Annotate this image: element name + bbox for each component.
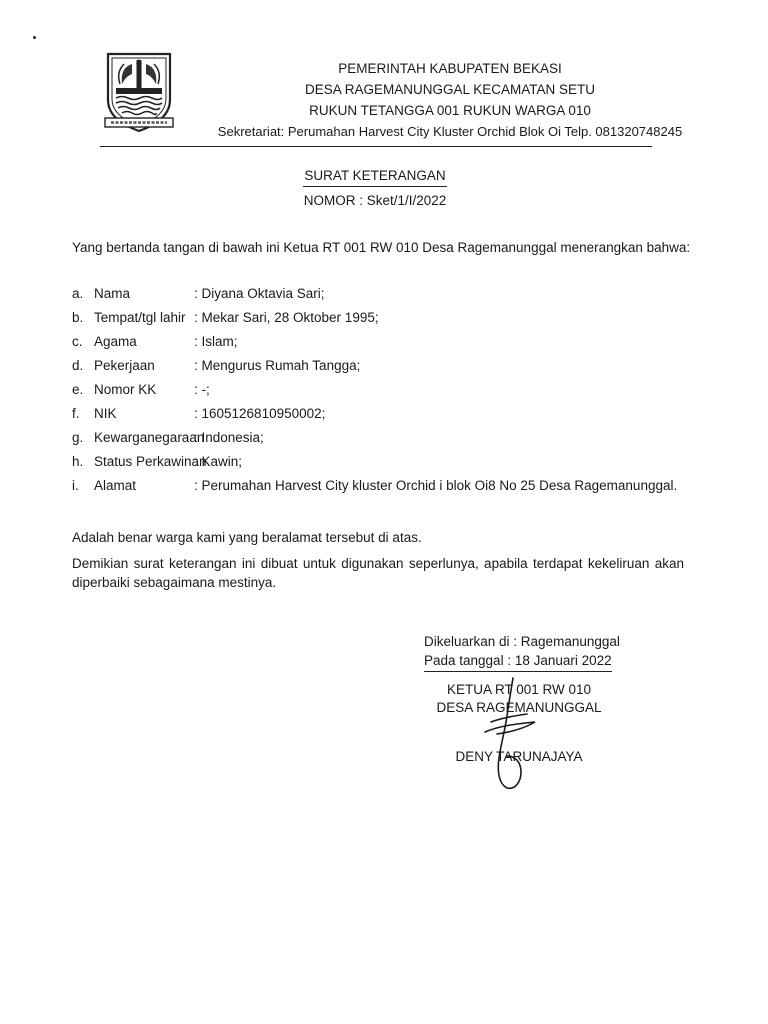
field-letter: f. bbox=[72, 406, 80, 421]
field-label: NIK bbox=[94, 406, 117, 421]
field-letter: d. bbox=[72, 358, 84, 373]
field-letter: h. bbox=[72, 454, 84, 469]
field-letter: b. bbox=[72, 310, 84, 325]
document-heading: SURAT KETERANGAN bbox=[303, 166, 446, 187]
field-value: : Kawin; bbox=[194, 454, 243, 469]
field-label: Nomor KK bbox=[94, 382, 157, 397]
bekasi-regency-emblem-icon bbox=[102, 50, 176, 134]
letterhead bbox=[200, 58, 700, 142]
field-value: : Diyana Oktavia Sari; bbox=[194, 286, 325, 301]
field-value: : 1605126810950002; bbox=[194, 406, 326, 421]
letterhead-line-2: DESA RAGEMANUNGGAL KECAMATAN SETU bbox=[304, 82, 596, 97]
field-label: Tempat/tgl lahir bbox=[94, 310, 186, 325]
field-value: : Mekar Sari, 28 Oktober 1995; bbox=[194, 310, 379, 325]
signatory-position-line-1: KETUA RT 001 RW 010 bbox=[446, 682, 592, 697]
issue-place: Dikeluarkan di : Ragemanunggal bbox=[424, 634, 620, 649]
letterhead-line-3: RUKUN TETANGGA 001 RUKUN WARGA 010 bbox=[309, 103, 591, 118]
signatory-name: DENY TARUNAJAYA bbox=[455, 749, 583, 764]
field-label: Alamat bbox=[94, 478, 137, 493]
closing-statement: Demikian surat keterangan ini dibuat untuk digunakan seperlunya, apabila terdapat kekeliruan akan diperbaiki sebagaimana mestinya. bbox=[72, 556, 684, 590]
field-letter: i. bbox=[72, 478, 79, 493]
field-value: : Mengurus Rumah Tangga; bbox=[194, 358, 361, 373]
issue-details bbox=[424, 632, 620, 672]
field-label: Agama bbox=[94, 334, 137, 349]
handwritten-signature bbox=[455, 672, 565, 802]
signatory-position-line-2: DESA RAGEMANUNGGAL bbox=[436, 700, 602, 715]
letterhead-secretariat: Sekretariat: Perumahan Harvest City Kluster Orchid Blok Oi Telp. 081320748245 bbox=[217, 124, 683, 139]
field-value: : Indonesia; bbox=[194, 430, 264, 445]
field-label: Nama bbox=[94, 286, 131, 301]
field-letter: c. bbox=[72, 334, 83, 349]
field-label: Status Perkawinan bbox=[94, 454, 207, 469]
field-letter: a. bbox=[72, 286, 84, 301]
field-label: Kewarganegaraan bbox=[94, 430, 205, 445]
field-value: : -; bbox=[194, 382, 210, 397]
residency-statement: Adalah benar warga kami yang beralamat tersebut di atas. bbox=[72, 530, 422, 545]
letterhead-line-1: PEMERINTAH KABUPATEN BEKASI bbox=[338, 61, 562, 76]
field-label: Pekerjaan bbox=[94, 358, 155, 373]
intro-paragraph: Yang bertanda tangan di bawah ini Ketua RT 001 RW 010 Desa Ragemanunggal menerangkan bahwa: bbox=[72, 240, 691, 255]
document-title bbox=[270, 166, 480, 211]
field-letter: g. bbox=[72, 430, 84, 445]
field-letter: e. bbox=[72, 382, 84, 397]
scan-speck bbox=[33, 36, 36, 39]
field-value: : Islam; bbox=[194, 334, 238, 349]
letterhead-divider bbox=[100, 146, 652, 147]
issue-date: Pada tanggal : 18 Januari 2022 bbox=[424, 651, 612, 672]
document-number: NOMOR : Sket/1/I/2022 bbox=[303, 193, 447, 208]
field-value: : Perumahan Harvest City kluster Orchid i blok Oi8 No 25 Desa Ragemanunggal. bbox=[194, 478, 678, 493]
